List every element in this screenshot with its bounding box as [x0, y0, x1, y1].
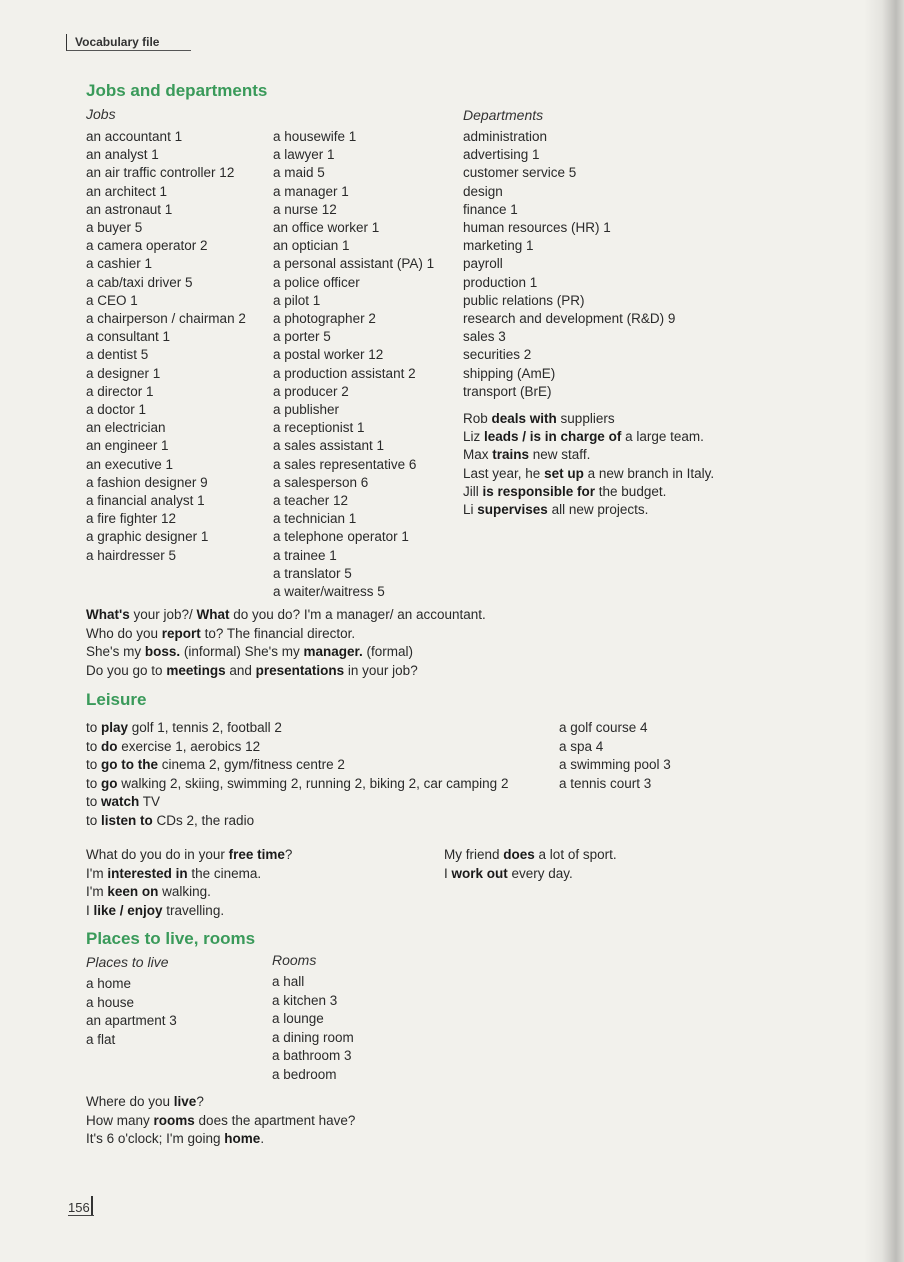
text-run: to [86, 720, 102, 735]
activity-line [86, 756, 508, 775]
page-number: 156 [68, 1200, 94, 1216]
job-item: a producer 2 [273, 383, 349, 399]
responsibility-line [463, 428, 714, 446]
text-run: . [260, 1131, 265, 1147]
job-item: a receptionist 1 [273, 420, 365, 436]
text-run: CDs 2, the radio [152, 812, 255, 828]
text-run: Where do you [86, 1094, 174, 1109]
bold-phrase: free time [228, 847, 285, 862]
leisure-activities [86, 719, 508, 831]
job-item: a cab/taxi driver 5 [86, 274, 193, 290]
job-item: a publisher [273, 402, 340, 418]
text-run: What do you do in your [86, 847, 229, 862]
text-run: Who do you [86, 625, 162, 641]
bold-phrase: trains [492, 447, 530, 463]
text-run: walking 2, skiing, swimming 2, running 2, biking 2, car camping 2 [117, 775, 509, 791]
text-run: How many [86, 1112, 154, 1128]
job-item: a salesperson 6 [273, 474, 369, 490]
question-line [86, 606, 486, 625]
place-item: an apartment 3 [86, 1013, 177, 1029]
activity-line [86, 812, 508, 831]
place-item: a flat [86, 1031, 116, 1047]
bold-phrase: leads / is in charge of [484, 429, 622, 445]
text-run: She's my [86, 644, 145, 660]
header-title: Vocabulary file [75, 35, 160, 49]
leisure-places [559, 719, 671, 793]
job-item: a sales representative 6 [273, 456, 417, 472]
sport-block [444, 846, 617, 883]
text-run: to [86, 794, 102, 810]
job-item: a financial analyst 1 [86, 493, 205, 509]
job-item: a dentist 5 [86, 347, 149, 363]
text-run: Li [463, 502, 478, 518]
responsibility-line [463, 465, 714, 483]
question-line [86, 643, 486, 662]
text-run: in your job? [344, 662, 418, 678]
jobs-label: Jobs [86, 106, 116, 122]
places-label: Places to live [86, 954, 169, 970]
department-item: marketing 1 [463, 238, 534, 254]
free-time-block [86, 846, 292, 920]
department-item: finance 1 [463, 201, 518, 217]
text-run: to [86, 738, 102, 754]
room-item: a bathroom 3 [272, 1048, 352, 1064]
job-item: a lawyer 1 [273, 147, 335, 163]
department-item: transport (BrE) [463, 383, 552, 399]
job-item: a postal worker 12 [273, 347, 384, 363]
leisure-place-item: a tennis court 3 [559, 775, 652, 791]
department-item: advertising 1 [463, 147, 540, 163]
job-item: an office worker 1 [273, 220, 380, 236]
bold-phrase: What [196, 607, 230, 622]
text-run: the cinema. [187, 865, 262, 881]
bold-phrase: live [173, 1094, 197, 1109]
job-item: an executive 1 [86, 456, 174, 472]
places-list [86, 975, 177, 1049]
job-item: a technician 1 [273, 511, 357, 527]
text-run: I'm [86, 865, 108, 881]
room-item: a dining room [272, 1029, 354, 1045]
room-item: a hall [272, 974, 305, 989]
job-item: a waiter/waitress 5 [273, 584, 385, 600]
text-run: to? The financial director. [200, 625, 356, 641]
job-item: a porter 5 [273, 329, 331, 345]
text-run: new staff. [529, 447, 591, 463]
department-item: human resources (HR) 1 [463, 220, 611, 236]
text-run: Max [463, 447, 493, 463]
departments-label: Departments [463, 107, 544, 123]
text-run: to [86, 757, 102, 773]
department-item: customer service 5 [463, 165, 577, 181]
text-run: It's 6 o'clock; I'm going [86, 1131, 225, 1147]
places-questions-block [86, 1093, 355, 1149]
job-item: a designer 1 [86, 365, 161, 381]
text-run: the budget. [595, 483, 667, 499]
job-item: a CEO 1 [86, 292, 138, 308]
department-item: administration [463, 129, 548, 144]
text-run: do you do? I'm a manager/ an accountant. [229, 607, 486, 622]
text-run: ? [284, 847, 293, 862]
bold-phrase: rooms [153, 1112, 195, 1128]
job-item: a chairperson / chairman 2 [86, 311, 246, 327]
job-item: a director 1 [86, 383, 154, 399]
text-run: I [86, 902, 94, 918]
job-item: a production assistant 2 [273, 365, 416, 381]
text-run: I'm [86, 884, 108, 900]
job-item: a housewife 1 [273, 129, 357, 144]
job-item: an optician 1 [273, 238, 350, 254]
text-run: to [86, 812, 102, 828]
department-item: design [463, 183, 503, 199]
bold-phrase: watch [101, 794, 140, 810]
question-line [86, 1112, 355, 1131]
job-item: an engineer 1 [86, 438, 169, 454]
text-run: suppliers [556, 411, 615, 426]
bold-phrase: work out [451, 865, 508, 881]
responsibilities-block [463, 410, 714, 519]
text-run: travelling. [162, 902, 225, 918]
job-item: a sales assistant 1 [273, 438, 385, 454]
job-item: an astronaut 1 [86, 201, 173, 217]
text-run: Jill [463, 483, 483, 499]
text-run: (informal) She's my [180, 644, 304, 660]
job-item: a police officer [273, 274, 360, 290]
leisure-place-item: a swimming pool 3 [559, 757, 671, 773]
text-run: a new branch in Italy. [583, 465, 715, 481]
job-item: a teacher 12 [273, 493, 349, 509]
text-run: My friend [444, 847, 504, 862]
free-time-line [86, 846, 292, 865]
free-time-line [86, 865, 292, 884]
responsibility-line [463, 501, 714, 519]
place-item: a home [86, 976, 132, 991]
text-run: your job?/ [129, 607, 197, 622]
text-run: a lot of sport. [534, 847, 617, 862]
rooms-label: Rooms [272, 952, 317, 968]
job-item: a maid 5 [273, 165, 325, 181]
text-run: ? [196, 1094, 204, 1109]
room-item: a lounge [272, 1011, 324, 1027]
text-run: I [444, 865, 452, 881]
rooms-list [272, 973, 354, 1085]
bold-phrase: does [503, 847, 535, 862]
bold-phrase: presentations [255, 662, 345, 678]
question-line [86, 1130, 355, 1149]
question-line [86, 1093, 355, 1112]
job-item: a hairdresser 5 [86, 547, 177, 563]
question-line [86, 625, 486, 644]
job-item: a translator 5 [273, 565, 352, 581]
leisure-place-item: a spa 4 [559, 738, 604, 754]
jobs-list-col2 [273, 128, 434, 601]
section-heading-places: Places to live, rooms [86, 929, 256, 948]
job-item: a camera operator 2 [86, 238, 208, 254]
bold-phrase: set up [544, 465, 584, 481]
text-run: every day. [507, 865, 573, 881]
responsibility-line [463, 446, 714, 464]
section-heading-leisure: Leisure [86, 690, 147, 709]
bold-phrase: report [161, 625, 201, 641]
department-item: shipping (AmE) [463, 365, 556, 381]
responsibility-line [463, 483, 714, 501]
bold-phrase: interested in [107, 865, 188, 881]
leisure-place-item: a golf course 4 [559, 720, 648, 735]
job-item: a personal assistant (PA) 1 [273, 256, 435, 272]
department-item: research and development (R&D) 9 [463, 311, 676, 327]
bold-phrase: supervises [477, 502, 548, 518]
bold-phrase: manager. [303, 644, 363, 660]
bold-phrase: is responsible for [482, 483, 596, 499]
job-item: a photographer 2 [273, 311, 376, 327]
department-item: securities 2 [463, 347, 532, 363]
job-item: an analyst 1 [86, 147, 159, 163]
room-item: a bedroom [272, 1066, 337, 1082]
bold-phrase: keen on [107, 884, 159, 900]
department-item: payroll [463, 256, 503, 272]
job-item: a trainee 1 [273, 547, 337, 563]
bold-phrase: deals with [491, 411, 557, 426]
job-item: an architect 1 [86, 183, 168, 199]
text-run: Liz [463, 429, 485, 445]
job-item: a cashier 1 [86, 256, 153, 272]
bold-phrase: go [101, 775, 118, 791]
text-run: Last year, he [463, 465, 545, 481]
activity-line [86, 775, 508, 794]
job-questions-block [86, 606, 486, 680]
text-run: all new projects. [547, 502, 649, 518]
job-item: a fire fighter 12 [86, 511, 177, 527]
job-item: an accountant 1 [86, 129, 183, 144]
sport-line [444, 865, 617, 884]
question-line [86, 662, 486, 681]
job-item: a manager 1 [273, 183, 349, 199]
responsibility-line [463, 410, 714, 428]
job-item: a graphic designer 1 [86, 529, 209, 545]
text-run: TV [139, 794, 161, 810]
activity-line [86, 793, 508, 812]
job-item: a doctor 1 [86, 402, 147, 418]
job-item: a pilot 1 [273, 292, 321, 308]
job-item: a consultant 1 [86, 329, 171, 345]
jobs-list-col1 [86, 128, 246, 565]
bold-phrase: do [101, 738, 118, 754]
text-run: Do you go to [86, 662, 167, 678]
free-time-line [86, 902, 292, 921]
job-item: a fashion designer 9 [86, 474, 208, 490]
bold-phrase: What's [86, 607, 130, 622]
job-item: an air traffic controller 12 [86, 165, 235, 181]
text-run: golf 1, tennis 2, football 2 [128, 720, 282, 735]
bold-phrase: home [224, 1131, 261, 1147]
text-run: a large team. [621, 429, 704, 445]
page-spine-shadow [864, 0, 904, 1262]
bold-phrase: boss. [144, 644, 181, 660]
job-item: an electrician [86, 420, 166, 436]
section-heading-jobs: Jobs and departments [86, 81, 268, 100]
room-item: a kitchen 3 [272, 992, 338, 1008]
job-item: a buyer 5 [86, 220, 143, 236]
sport-line [444, 846, 617, 865]
bold-phrase: meetings [166, 662, 226, 678]
text-run: and [225, 662, 256, 678]
departments-list [463, 128, 675, 401]
department-item: public relations (PR) [463, 292, 585, 308]
text-run: cinema 2, gym/fitness centre 2 [158, 757, 345, 773]
job-item: a nurse 12 [273, 201, 337, 217]
bold-phrase: like / enjoy [93, 902, 163, 918]
text-run: (formal) [362, 644, 414, 660]
activity-line [86, 738, 508, 757]
bold-phrase: listen to [101, 812, 153, 828]
free-time-line [86, 883, 292, 902]
text-run: Rob [463, 411, 492, 426]
activity-line [86, 719, 508, 738]
text-run: walking. [158, 884, 211, 900]
text-run: to [86, 775, 102, 791]
bold-phrase: play [101, 720, 129, 735]
department-item: sales 3 [463, 329, 506, 345]
department-item: production 1 [463, 274, 538, 290]
text-run: exercise 1, aerobics 12 [117, 738, 261, 754]
place-item: a house [86, 994, 135, 1010]
bold-phrase: go to the [101, 757, 159, 773]
job-item: a telephone operator 1 [273, 529, 409, 545]
text-run: does the apartment have? [194, 1112, 356, 1128]
